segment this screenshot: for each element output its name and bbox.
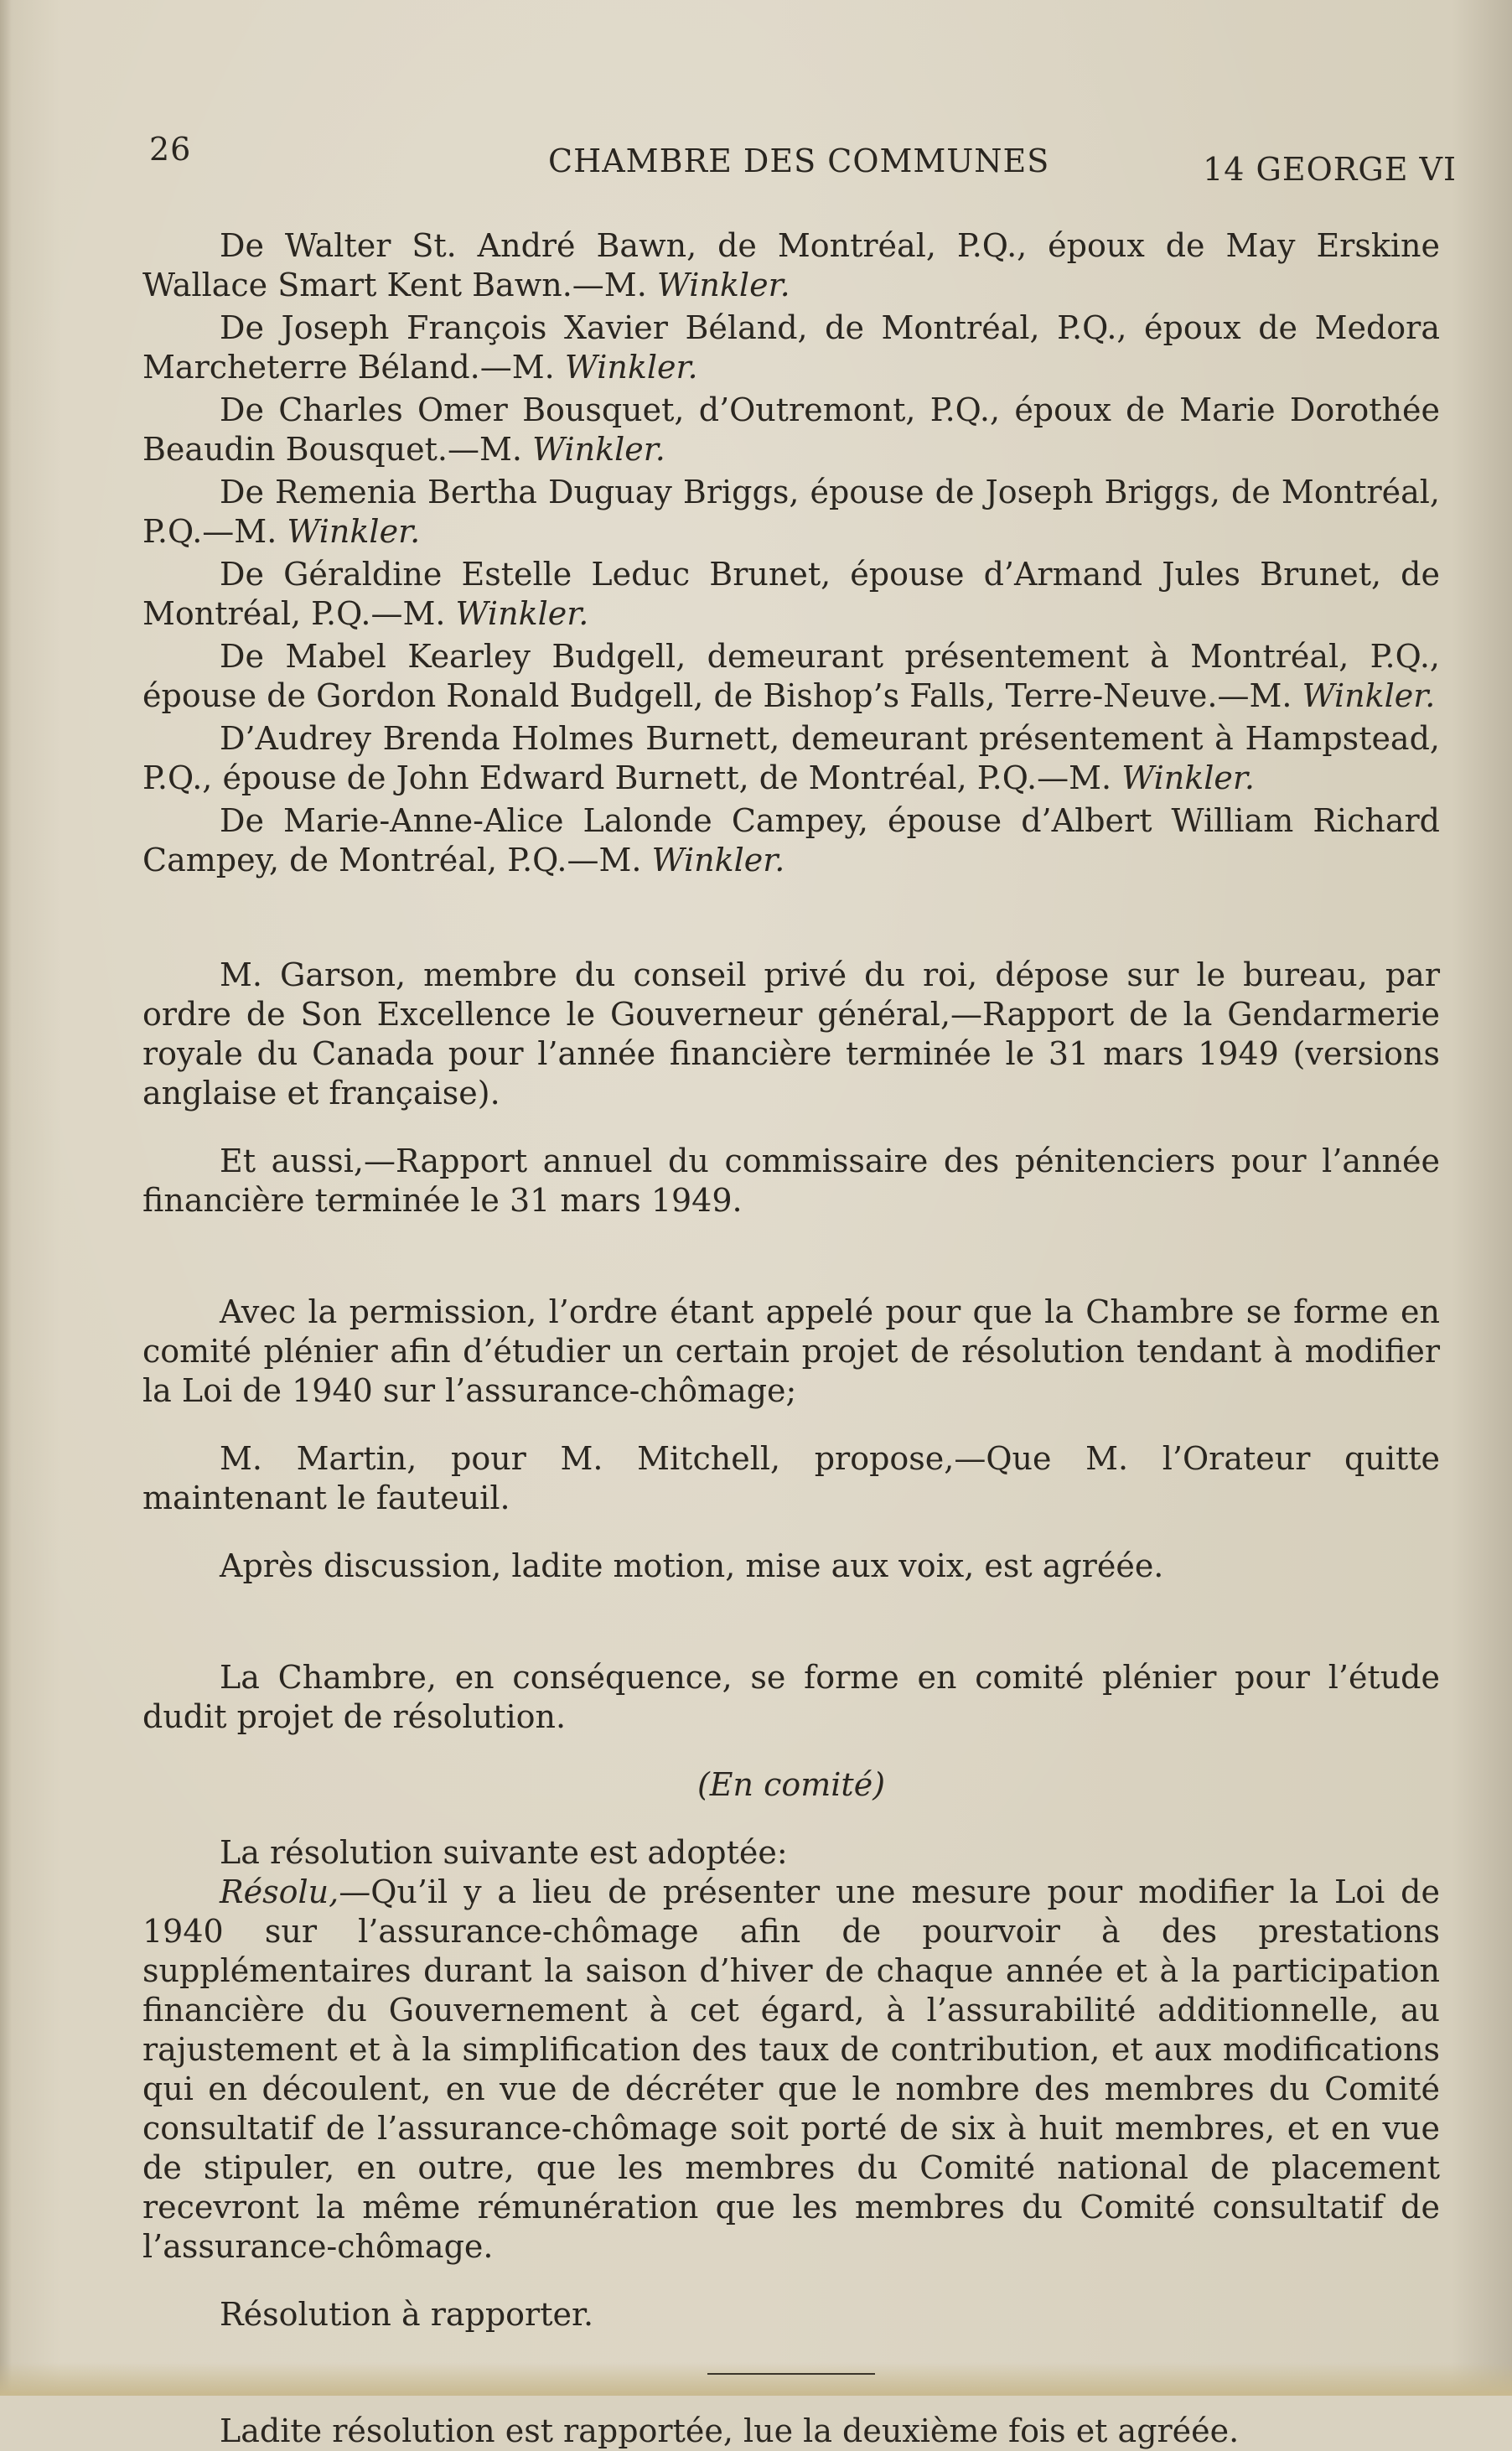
petition-entry: De Géraldine Estelle Leduc Brunet, épouse d’Armand Jules Brunet, de Montréal, P.Q.—M. Winkler.	[142, 556, 1440, 632]
petition-entry: De Joseph François Xavier Béland, de Montréal, P.Q., époux de Medora Marcheterre Béland.—M. Winkler.	[142, 309, 1440, 386]
petition-entry: De Charles Omer Bousquet, d’Outremont, P.Q., époux de Marie Dorothée Beaudin Bousquet.—M. Winkler.	[142, 391, 1440, 468]
regnal-year: 14 GEORGE VI	[1203, 151, 1457, 188]
petition-entry: De Marie-Anne-Alice Lalonde Campey, épouse d’Albert William Richard Campey, de Montréal, P.Q.—M. Winkler.	[142, 802, 1440, 878]
resolution-text: Résolu,—Qu’il y a lieu de présenter une mesure pour modifier la Loi de 1940 sur l’assurance-chômage afin de pourvoir à des prestations supplémentaires durant la saison d’hiver de chaque année et à la participation financière du Gouvernement à cet égard, à l’assurabilité additionnelle, au rajustement et à la simplification des taux de contribution, et aux modifications qui en découlent, en vue de décréter que le nombre des membres du Comité consultatif de l’assurance-chômage soit porté de six à huit membres, et en vue de stipuler, en outre, que les membres du Comité national de placement recevront la même rémunération que les membres du Comité consultatif de l’assurance-chômage.	[142, 1873, 1440, 2265]
mover-name: Winkler.	[287, 513, 421, 550]
en-comite-heading: (En comité)	[696, 1766, 886, 1803]
mover-name: Winkler.	[651, 842, 785, 878]
page-header	[149, 126, 1457, 188]
mover-name: Winkler.	[455, 595, 589, 632]
petition-entry: De Mabel Kearley Budgell, demeurant présentement à Montréal, P.Q., épouse de Gordon Ronald Budgell, de Bishop’s Falls, Terre-Neuve.—M. Winkler.	[142, 638, 1440, 714]
discussion-paragraph: Après discussion, ladite motion, mise aux voix, est agréée.	[220, 1547, 1164, 1584]
section-gap	[142, 1586, 1440, 1658]
section-gap	[142, 1220, 1440, 1293]
mover-name: Winkler.	[1302, 677, 1436, 714]
committee-forms-paragraph: La Chambre, en conséquence, se forme en comité plénier pour l’étude dudit projet de résolution.	[142, 1659, 1440, 1735]
journal-title: CHAMBRE DES COMMUNES	[548, 142, 1050, 179]
mover-name: Winkler.	[532, 431, 665, 468]
page-left-edge	[0, 0, 12, 2396]
mover-name: Winkler.	[656, 267, 790, 303]
garson-report-paragraph: M. Garson, membre du conseil privé du roi, dépose sur le bureau, par ordre de Son Excellence le Gouverneur général,—Rapport de la Gendarmerie royale du Canada pour l’année financière terminée le 31 mars 1949 (versions anglaise et française).	[142, 956, 1440, 1112]
resolution-adopted-line: La résolution suivante est adoptée:	[220, 1834, 788, 1871]
section-divider-rule	[707, 2373, 875, 2375]
permission-paragraph: Avec la permission, l’ordre étant appelé pour que la Chambre se forme en comité plénier afin d’étudier un certain projet de résolution tendant à modifier la Loi de 1940 sur l’assurance-chômage;	[142, 1293, 1440, 1409]
petition-entry: D’Audrey Brenda Holmes Burnett, demeurant présentement à Hampstead, P.Q., épouse de John Edward Burnett, de Montréal, P.Q.—M. Winkler.	[142, 720, 1440, 796]
page-number: 26	[149, 131, 192, 168]
petition-entry: De Remenia Bertha Duguay Briggs, épouse de Joseph Briggs, de Montréal, P.Q.—M. Winkler.	[142, 474, 1440, 550]
mover-name: Winkler.	[1121, 759, 1255, 796]
petition-entry: De Walter St. André Bawn, de Montréal, P.Q., époux de May Erskine Wallace Smart Kent Bawn.—M. Winkler.	[142, 227, 1440, 303]
page-content	[142, 226, 1440, 2451]
resolu-label: Résolu,	[220, 1873, 339, 1910]
final-paragraph: Ladite résolution est rapportée, lue la deuxième fois et agréée.	[220, 2412, 1240, 2449]
penitentiary-report-paragraph: Et aussi,—Rapport annuel du commissaire des pénitenciers pour l’année financière terminée le 31 mars 1949.	[142, 1143, 1440, 1219]
mover-name: Winkler.	[564, 349, 698, 386]
motion-paragraph: M. Martin, pour M. Mitchell, propose,—Que M. l’Orateur quitte maintenant le fauteuil.	[142, 1440, 1440, 1516]
petitions-list	[142, 226, 1440, 880]
resolution-to-report-line: Résolution à rapporter.	[220, 2296, 594, 2333]
section-gap	[142, 884, 1440, 956]
